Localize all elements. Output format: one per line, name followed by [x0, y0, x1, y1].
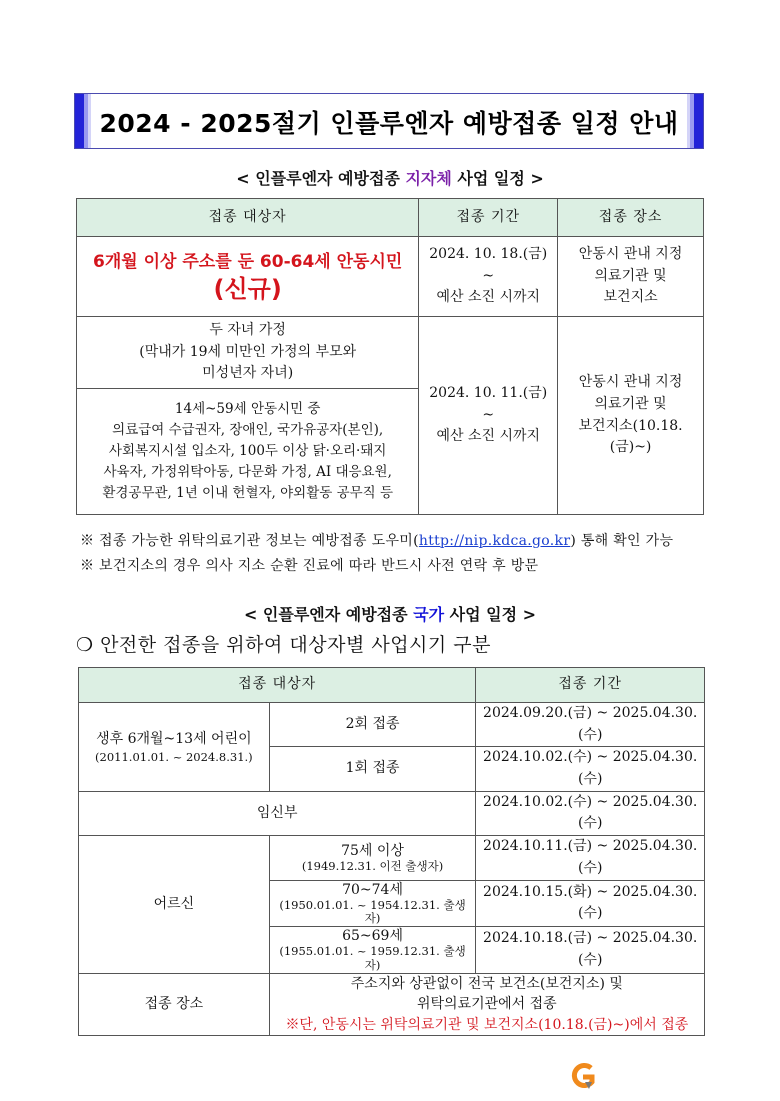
national-schedule-table: [78, 667, 705, 1036]
period-cell: 2024.10.18.(금) ~ 2025.04.30.(수): [476, 927, 705, 974]
period-cell: [419, 317, 558, 515]
place-cell: [269, 974, 704, 1036]
period-cell: 2024.10.15.(화) ~ 2025.04.30.(수): [476, 880, 705, 927]
col-header-period: 접종 기간: [476, 668, 705, 703]
place-line: 보건지소: [603, 289, 658, 306]
target-line: 사회복지시설 입소자, 100두 이상 닭·오리·돼지: [108, 443, 387, 460]
elderly-group-cell: [269, 880, 476, 927]
pregnant-cell: 임신부: [79, 791, 476, 835]
group-label: 70~74세: [342, 881, 403, 898]
dose1-cell: 1회 접종: [269, 747, 476, 791]
note-text: ) 통해 확인 가능: [570, 533, 674, 549]
place-line: 보건지소(10.18.(금)~): [578, 417, 683, 456]
children-sub: (2011.01.01. ~ 2024.8.31.): [95, 749, 253, 764]
table-row: [77, 237, 704, 317]
period-cell: 2024.10.02.(수) ~ 2025.04.30.(수): [476, 791, 705, 835]
target-text: 6개월 이상 주소를 둔 60-64세 안동시민: [93, 251, 403, 272]
group-label: 75세 이상: [341, 842, 404, 859]
heading-highlight: 지자체: [405, 169, 452, 188]
period-line: 예산 소진 시까지: [436, 289, 541, 306]
period-line: 예산 소진 시까지: [436, 428, 541, 445]
target-cell: [77, 237, 419, 317]
group-sub: (1949.12.31. 이전 출생자): [301, 859, 444, 873]
col-header-place: 접종 장소: [558, 199, 704, 237]
group-sub: (1955.01.01. ~ 1959.12.31. 출생자): [279, 944, 466, 973]
place-line: 안동시 관내 지정: [578, 374, 683, 391]
col-header-target: 접종 대상자: [79, 668, 476, 703]
g-logo-icon: [571, 1063, 595, 1091]
heading-suffix: 사업 일정 >: [444, 605, 537, 624]
period-cell: 2024.10.02.(수) ~ 2025.04.30.(수): [476, 747, 705, 791]
period-line: 2024. 10. 11.(금): [429, 384, 548, 401]
children-cell: [79, 703, 270, 792]
col-header-target: 접종 대상자: [77, 199, 419, 237]
target-line: 의료급여 수급권자, 장애인, 국가유공자(본인),: [112, 422, 384, 439]
period-cell: 2024.10.11.(금) ~ 2025.04.30.(수): [476, 836, 705, 880]
elderly-cell: 어르신: [79, 836, 270, 974]
table-row: [77, 317, 704, 389]
note-2: ※ 보건지소의 경우 의사 지소 순환 진료에 따라 반드시 사전 연락 후 방문: [80, 558, 539, 574]
place-line: 위탁의료기관에서 접종: [417, 996, 557, 1013]
target-line: 두 자녀 가정: [209, 321, 286, 338]
target-cell: [77, 389, 419, 515]
target-line: 사육자, 가정위탁아동, 다문화 가정, AI 대응요원,: [103, 463, 392, 480]
bullet-line: ❍ 안전한 접종을 위하여 대상자별 사업시기 구분: [76, 634, 491, 656]
period-line: ~: [482, 267, 495, 284]
group-label: 65~69세: [342, 928, 403, 945]
title-banner: [74, 93, 704, 149]
elderly-group-cell: [269, 927, 476, 974]
local-schedule-table: [76, 198, 704, 515]
place-line: 의료기관 및: [594, 267, 667, 284]
place-line: 안동시 관내 지정: [578, 245, 683, 262]
note-text: ※ 접종 가능한 위탁의료기관 정보는 예방접종 도우미(: [80, 533, 419, 549]
target-cell: [77, 317, 419, 389]
table-row: [79, 836, 705, 880]
place-line: 의료기관 및: [594, 395, 667, 412]
table-row: [79, 974, 705, 1036]
period-cell: 2024.09.20.(금) ~ 2025.04.30.(수): [476, 703, 705, 747]
period-cell: [419, 237, 558, 317]
group-sub: (1950.01.01. ~ 1954.12.31. 출생자): [279, 897, 466, 926]
place-line: 주소지와 상관없이 전국 보건소(보건지소) 및: [350, 976, 623, 993]
place-label-cell: 접종 장소: [79, 974, 270, 1036]
national-section-heading: [0, 602, 780, 625]
place-note: ※단, 안동시는 위탁의료기관 및 보건지소(10.18.(금)~)에서 접종: [285, 1016, 689, 1033]
table-row: [79, 791, 705, 835]
place-cell: [558, 237, 704, 317]
period-line: 2024. 10. 18.(금): [429, 245, 548, 262]
col-header-period: 접종 기간: [419, 199, 558, 237]
elderly-group-cell: [269, 836, 476, 880]
period-line: ~: [482, 406, 495, 423]
local-section-heading: [0, 166, 780, 189]
nip-link[interactable]: http://nip.kdca.go.kr: [418, 533, 571, 549]
heading-highlight: 국가: [413, 605, 445, 624]
target-line: 14세~59세 안동시민 중: [174, 401, 321, 418]
note-1: [80, 530, 673, 550]
target-line: 환경공무관, 1년 이내 헌혈자, 야외활동 공무직 등: [102, 484, 394, 501]
target-line: (막내가 19세 미만인 가정의 부모와: [139, 343, 357, 360]
heading-suffix: 사업 일정 >: [451, 169, 544, 188]
heading-prefix: < 인플루엔자 예방접종: [243, 605, 414, 624]
children-label: 생후 6개월~13세 어린이: [96, 731, 252, 748]
target-line: 미성년자 자녀): [202, 365, 294, 382]
dose2-cell: 2회 접종: [269, 703, 476, 747]
page-title: 2024 - 2025절기 인플루엔자 예방접종 일정 안내: [99, 109, 679, 138]
heading-prefix: < 인플루엔자 예방접종: [236, 169, 406, 188]
new-tag: (신규): [213, 275, 282, 304]
place-cell: [558, 317, 704, 515]
table-row: [79, 703, 705, 747]
